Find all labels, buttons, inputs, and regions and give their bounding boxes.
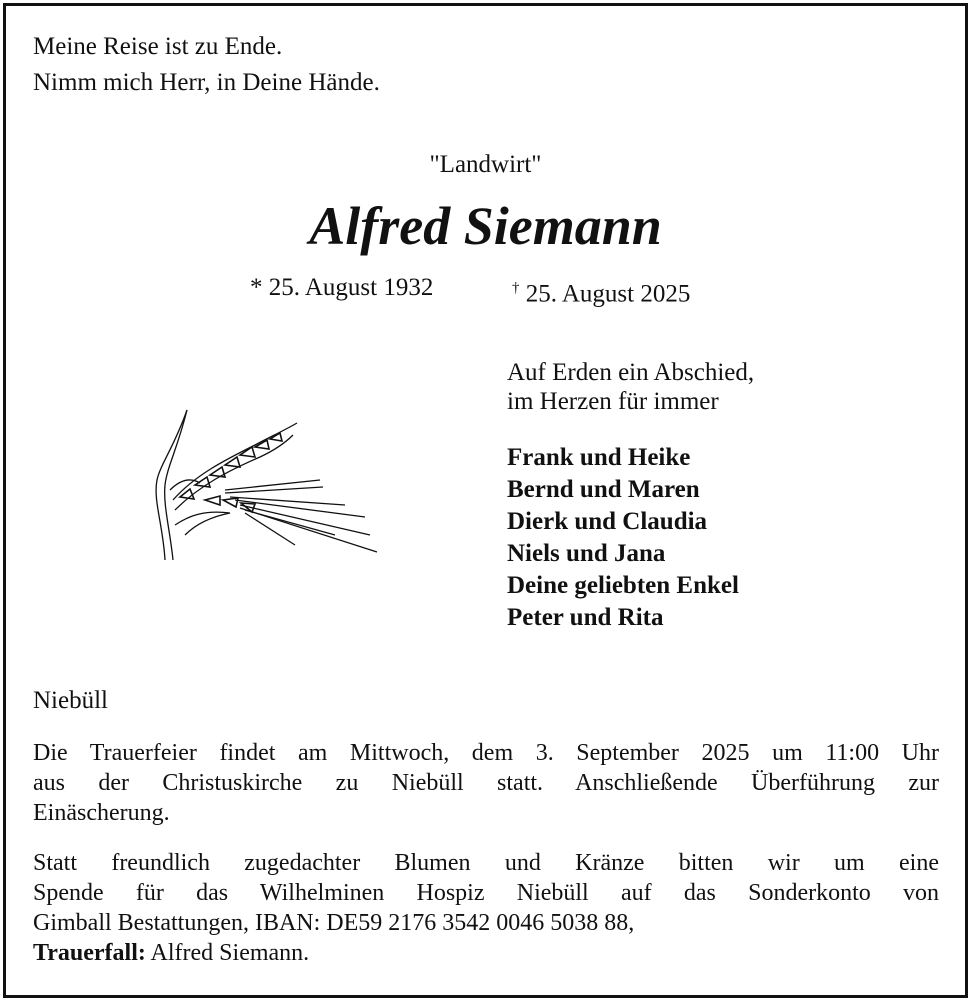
birth-star-icon: * xyxy=(250,274,263,301)
mourners-list xyxy=(507,442,739,634)
death-date: † 25. August 2025 xyxy=(512,280,691,308)
case-name: Alfred Siemann. xyxy=(150,940,310,966)
motto-line: Meine Reise ist zu Ende. xyxy=(33,33,283,60)
funeral-notice: Die Trauerfeier findet am Mittwoch, dem 3. September 2025 um 11:00 Uhr aus der Christuskirche zu Niebüll statt. Anschließende Überführung zur Einäscherung. xyxy=(33,740,939,826)
birth-date: * 25. August 1932 xyxy=(250,274,434,301)
mourner: Peter und Rita xyxy=(507,604,664,631)
occupation: "Landwirt" xyxy=(429,151,542,178)
mourner: Dierk und Claudia xyxy=(507,508,708,535)
mourner: Deine geliebten Enkel xyxy=(507,572,739,599)
motto-line: Nimm mich Herr, in Deine Hände. xyxy=(33,69,380,96)
death-cross-icon: † xyxy=(512,280,520,296)
case-label: Trauerfall: xyxy=(33,940,146,966)
case-line xyxy=(33,938,939,968)
mourner: Bernd und Maren xyxy=(507,476,700,503)
donation-notice: Statt freundlich zugedachter Blumen und Kränze bitten wir um eine Spende für das Wilhelminen Hospiz Niebüll auf das Sonderkonto von Gimball Bestattungen, IBAN: DE59 2176 3542 0046 5038 88, Trauerfall: Alfred Siemann. xyxy=(33,850,939,966)
place: Niebüll xyxy=(33,687,108,714)
farewell-text: Auf Erden ein Abschied, im Herzen für immer xyxy=(507,359,755,415)
mourner: Niels und Jana xyxy=(507,540,666,567)
deceased-name: Alfred Siemann xyxy=(309,196,662,256)
mourner: Frank und Heike xyxy=(507,444,691,471)
motto xyxy=(33,32,380,98)
wheat-ear-icon xyxy=(145,405,380,560)
